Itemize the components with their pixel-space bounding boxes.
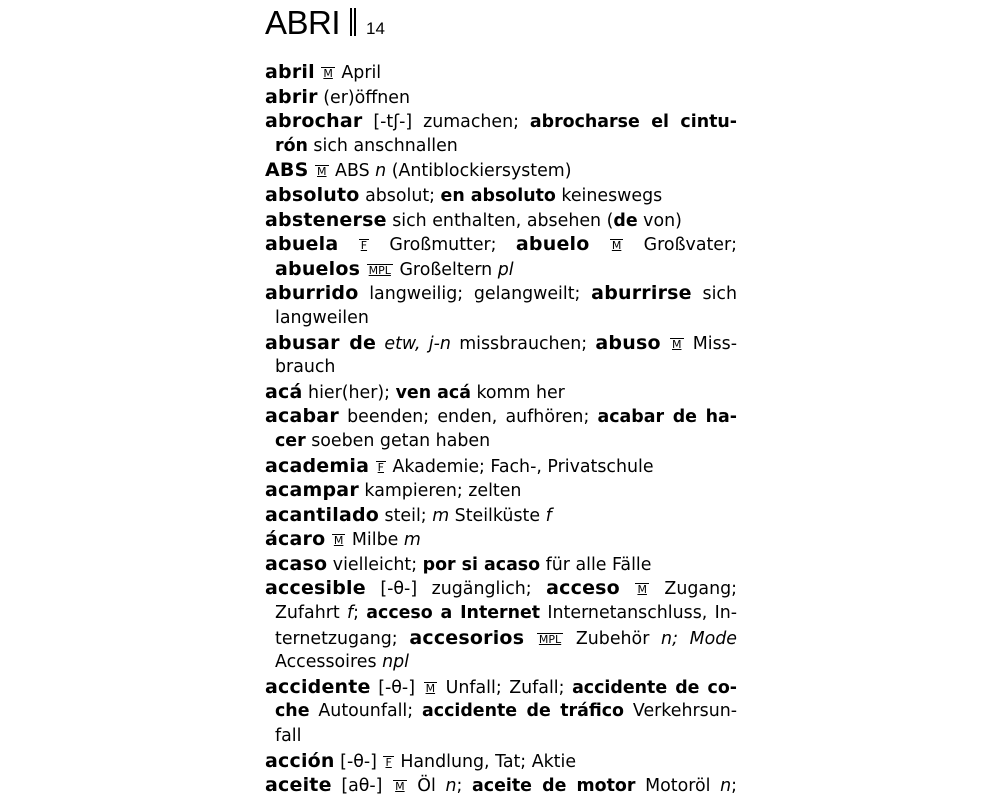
gender-label: F	[385, 755, 392, 769]
gloss-text	[369, 457, 375, 477]
headword: accesorios	[409, 626, 525, 649]
gloss-text: (er)öffnen	[317, 87, 410, 108]
headword: ABS	[265, 159, 309, 182]
bold-phrase: accidente de tráfico	[422, 701, 624, 722]
gloss-text: ;	[731, 776, 738, 797]
headword: acceso	[546, 577, 620, 600]
gloss-text: April	[335, 63, 382, 83]
headword: acción	[265, 749, 335, 772]
gloss-text: Öl	[407, 776, 446, 797]
gloss-text: Autounfall;	[309, 701, 423, 722]
bold-phrase: rón	[275, 135, 308, 156]
gloss-text	[590, 235, 609, 255]
gloss-text: für alle Fälle	[540, 554, 652, 575]
headword: abuela	[265, 233, 339, 256]
gloss-text: sich anschnallen	[307, 135, 458, 156]
gloss-text: Steilküste	[449, 505, 546, 526]
bold-phrase: abrocharse el cintu-	[529, 112, 737, 133]
gender-label: MPL	[368, 263, 391, 277]
page-number: 14	[366, 19, 385, 38]
headword: academia	[265, 454, 370, 477]
italic-text: etw, j-n	[384, 333, 451, 354]
gender-label: M	[425, 681, 436, 695]
gloss-text: Großeltern	[393, 259, 498, 280]
gloss-text: Milbe	[346, 530, 404, 551]
italic-text: m	[432, 505, 450, 526]
entry-line	[265, 183, 737, 208]
headword: abuso	[595, 331, 661, 354]
italic-text: f	[347, 603, 354, 624]
headword: abuelos	[275, 257, 361, 280]
italic-text: pl	[497, 259, 514, 280]
entry-continuation-line	[265, 601, 737, 626]
bold-phrase: en absoluto	[440, 185, 556, 206]
bold-phrase: acceso a Internet	[366, 603, 541, 624]
gloss-text: (Antiblockiersystem)	[386, 161, 572, 182]
italic-text: npl	[382, 652, 409, 673]
entry-line	[265, 552, 737, 577]
entry-continuation-line	[265, 355, 737, 380]
gloss-text: [-tʃ-] zumachen;	[362, 112, 530, 133]
entry-line	[265, 527, 737, 552]
entry-line	[265, 454, 737, 479]
entry-line	[265, 281, 737, 306]
gloss-text: Zugang;	[649, 579, 737, 600]
gloss-text	[620, 579, 635, 599]
gloss-text	[308, 161, 314, 181]
gender-label: M	[637, 583, 647, 597]
headword: acampar	[265, 479, 359, 502]
entry-line	[265, 380, 737, 405]
gender-label: M	[672, 337, 682, 351]
entry-continuation-line	[265, 429, 737, 454]
gender-label: F	[377, 460, 384, 474]
gloss-text: ;	[353, 603, 367, 624]
bold-phrase: aceite de motor	[472, 776, 636, 797]
gloss-text: Internetanschluss, In-	[540, 603, 738, 624]
headword: absoluto	[265, 183, 360, 206]
gloss-text: Accessoires	[275, 652, 383, 673]
bold-phrase: ven acá	[395, 382, 471, 403]
headword: accesible	[265, 577, 366, 600]
entry-continuation-line	[265, 650, 737, 675]
entry-continuation-line	[265, 724, 737, 749]
gender-label: MPL	[538, 632, 562, 646]
gloss-text	[524, 629, 536, 649]
entry-continuation-line	[265, 306, 737, 331]
entry-line	[265, 675, 737, 700]
gloss-text: Miss-	[684, 333, 738, 354]
bold-phrase: accidente de co-	[572, 677, 738, 698]
bold-phrase: cer	[275, 430, 306, 451]
gloss-text: fall	[275, 726, 302, 747]
headword: acá	[265, 380, 303, 403]
gloss-text: Akademie; Fach-, Privatschule	[386, 456, 654, 477]
entry-list	[265, 60, 737, 798]
gender-label: M	[317, 165, 327, 179]
gender-label: M	[611, 239, 622, 253]
headword: accidente	[265, 675, 371, 698]
headword: abusar de	[265, 331, 377, 354]
entry-line	[265, 331, 737, 356]
gloss-text: Handlung, Tat; Aktie	[394, 751, 577, 772]
gloss-text: [-θ-]	[334, 751, 383, 772]
gloss-text: absolut;	[359, 185, 441, 206]
entry-continuation-line	[265, 257, 737, 282]
gloss-text: Unfall; Zufall;	[438, 677, 573, 698]
entry-line	[265, 749, 737, 774]
gloss-text	[360, 260, 366, 280]
gloss-text: ternetzugang;	[275, 628, 410, 649]
italic-text: n; Mode	[661, 628, 738, 649]
gloss-text: Großvater;	[624, 235, 738, 256]
headword: aceite	[265, 774, 332, 797]
gloss-text: ABS	[329, 161, 376, 182]
gloss-text: Zubehör	[564, 628, 662, 649]
gloss-text: steil;	[379, 505, 433, 526]
gloss-text: vielleicht;	[327, 554, 423, 575]
gloss-text: Motoröl	[635, 776, 721, 797]
gloss-text: brauch	[275, 357, 336, 378]
gloss-text: komm her	[470, 382, 565, 403]
gloss-text	[325, 530, 331, 550]
headword: aburrirse	[591, 282, 692, 305]
gloss-text: langweilen	[275, 307, 369, 328]
gloss-text: [-θ-] zugänglich;	[365, 579, 547, 600]
headword: abrochar	[265, 110, 363, 133]
headword: abrir	[265, 85, 318, 108]
entry-line	[265, 576, 737, 601]
gloss-text	[338, 235, 357, 255]
gloss-text: missbrauchen;	[450, 333, 596, 354]
gloss-text: keineswegs	[555, 185, 663, 206]
italic-text: n	[445, 776, 457, 797]
entry-continuation-line	[265, 626, 737, 651]
gloss-text: hier(her);	[302, 382, 396, 403]
entry-continuation-line	[265, 699, 737, 724]
entry-line	[265, 404, 737, 429]
gloss-text: sich	[691, 284, 737, 305]
gloss-text: ;	[456, 776, 473, 797]
gloss-text: [aθ-]	[331, 776, 393, 797]
gender-label: M	[395, 780, 405, 794]
gloss-text	[315, 63, 321, 83]
headword: abuelo	[515, 233, 590, 256]
gender-label: M	[323, 67, 333, 80]
gloss-text: Großmutter;	[370, 235, 516, 256]
headword: abril	[265, 61, 315, 83]
bold-phrase: che	[275, 701, 310, 722]
headword: acabar	[265, 405, 339, 428]
gloss-text: Verkehrsun-	[624, 701, 738, 722]
entry-line	[265, 158, 737, 183]
bold-phrase: de	[613, 210, 638, 231]
italic-text: n	[375, 161, 387, 182]
guide-word: ABRI	[265, 4, 341, 41]
entry-line	[265, 478, 737, 503]
gender-label: F	[360, 239, 368, 253]
gloss-text: langweilig; gelangweilt;	[358, 284, 592, 305]
gloss-text: soeben getan haben	[305, 430, 491, 451]
gloss-text: Zufahrt	[275, 603, 347, 624]
headword: acantilado	[265, 503, 380, 526]
entry-line	[265, 109, 737, 134]
gloss-text: beenden; enden, aufhören;	[338, 407, 598, 428]
headword: acaso	[265, 552, 328, 575]
entry-continuation-line	[265, 134, 737, 159]
gloss-text: von)	[637, 210, 682, 231]
bold-phrase: por si acaso	[422, 554, 541, 575]
gloss-text: [-θ-]	[370, 677, 423, 698]
headword: aburrido	[265, 282, 359, 305]
entry-line	[265, 773, 737, 798]
entry-line	[265, 232, 737, 257]
bold-phrase: acabar de ha-	[597, 407, 737, 428]
gloss-text: sich enthalten, absehen (	[386, 210, 614, 231]
gloss-text: kampieren; zelten	[358, 481, 522, 502]
gender-label: M	[333, 534, 344, 548]
entry-line	[265, 503, 737, 528]
headword: ácaro	[265, 528, 326, 551]
double-bar-separator	[350, 8, 356, 36]
italic-text: n	[720, 776, 732, 797]
headword: abstenerse	[265, 208, 387, 231]
entry-line	[265, 85, 737, 110]
gloss-text	[661, 334, 669, 354]
italic-text: f	[545, 505, 552, 526]
italic-text: m	[403, 530, 421, 551]
entry-line	[265, 60, 737, 85]
entry-line	[265, 208, 737, 233]
running-header	[265, 4, 385, 42]
